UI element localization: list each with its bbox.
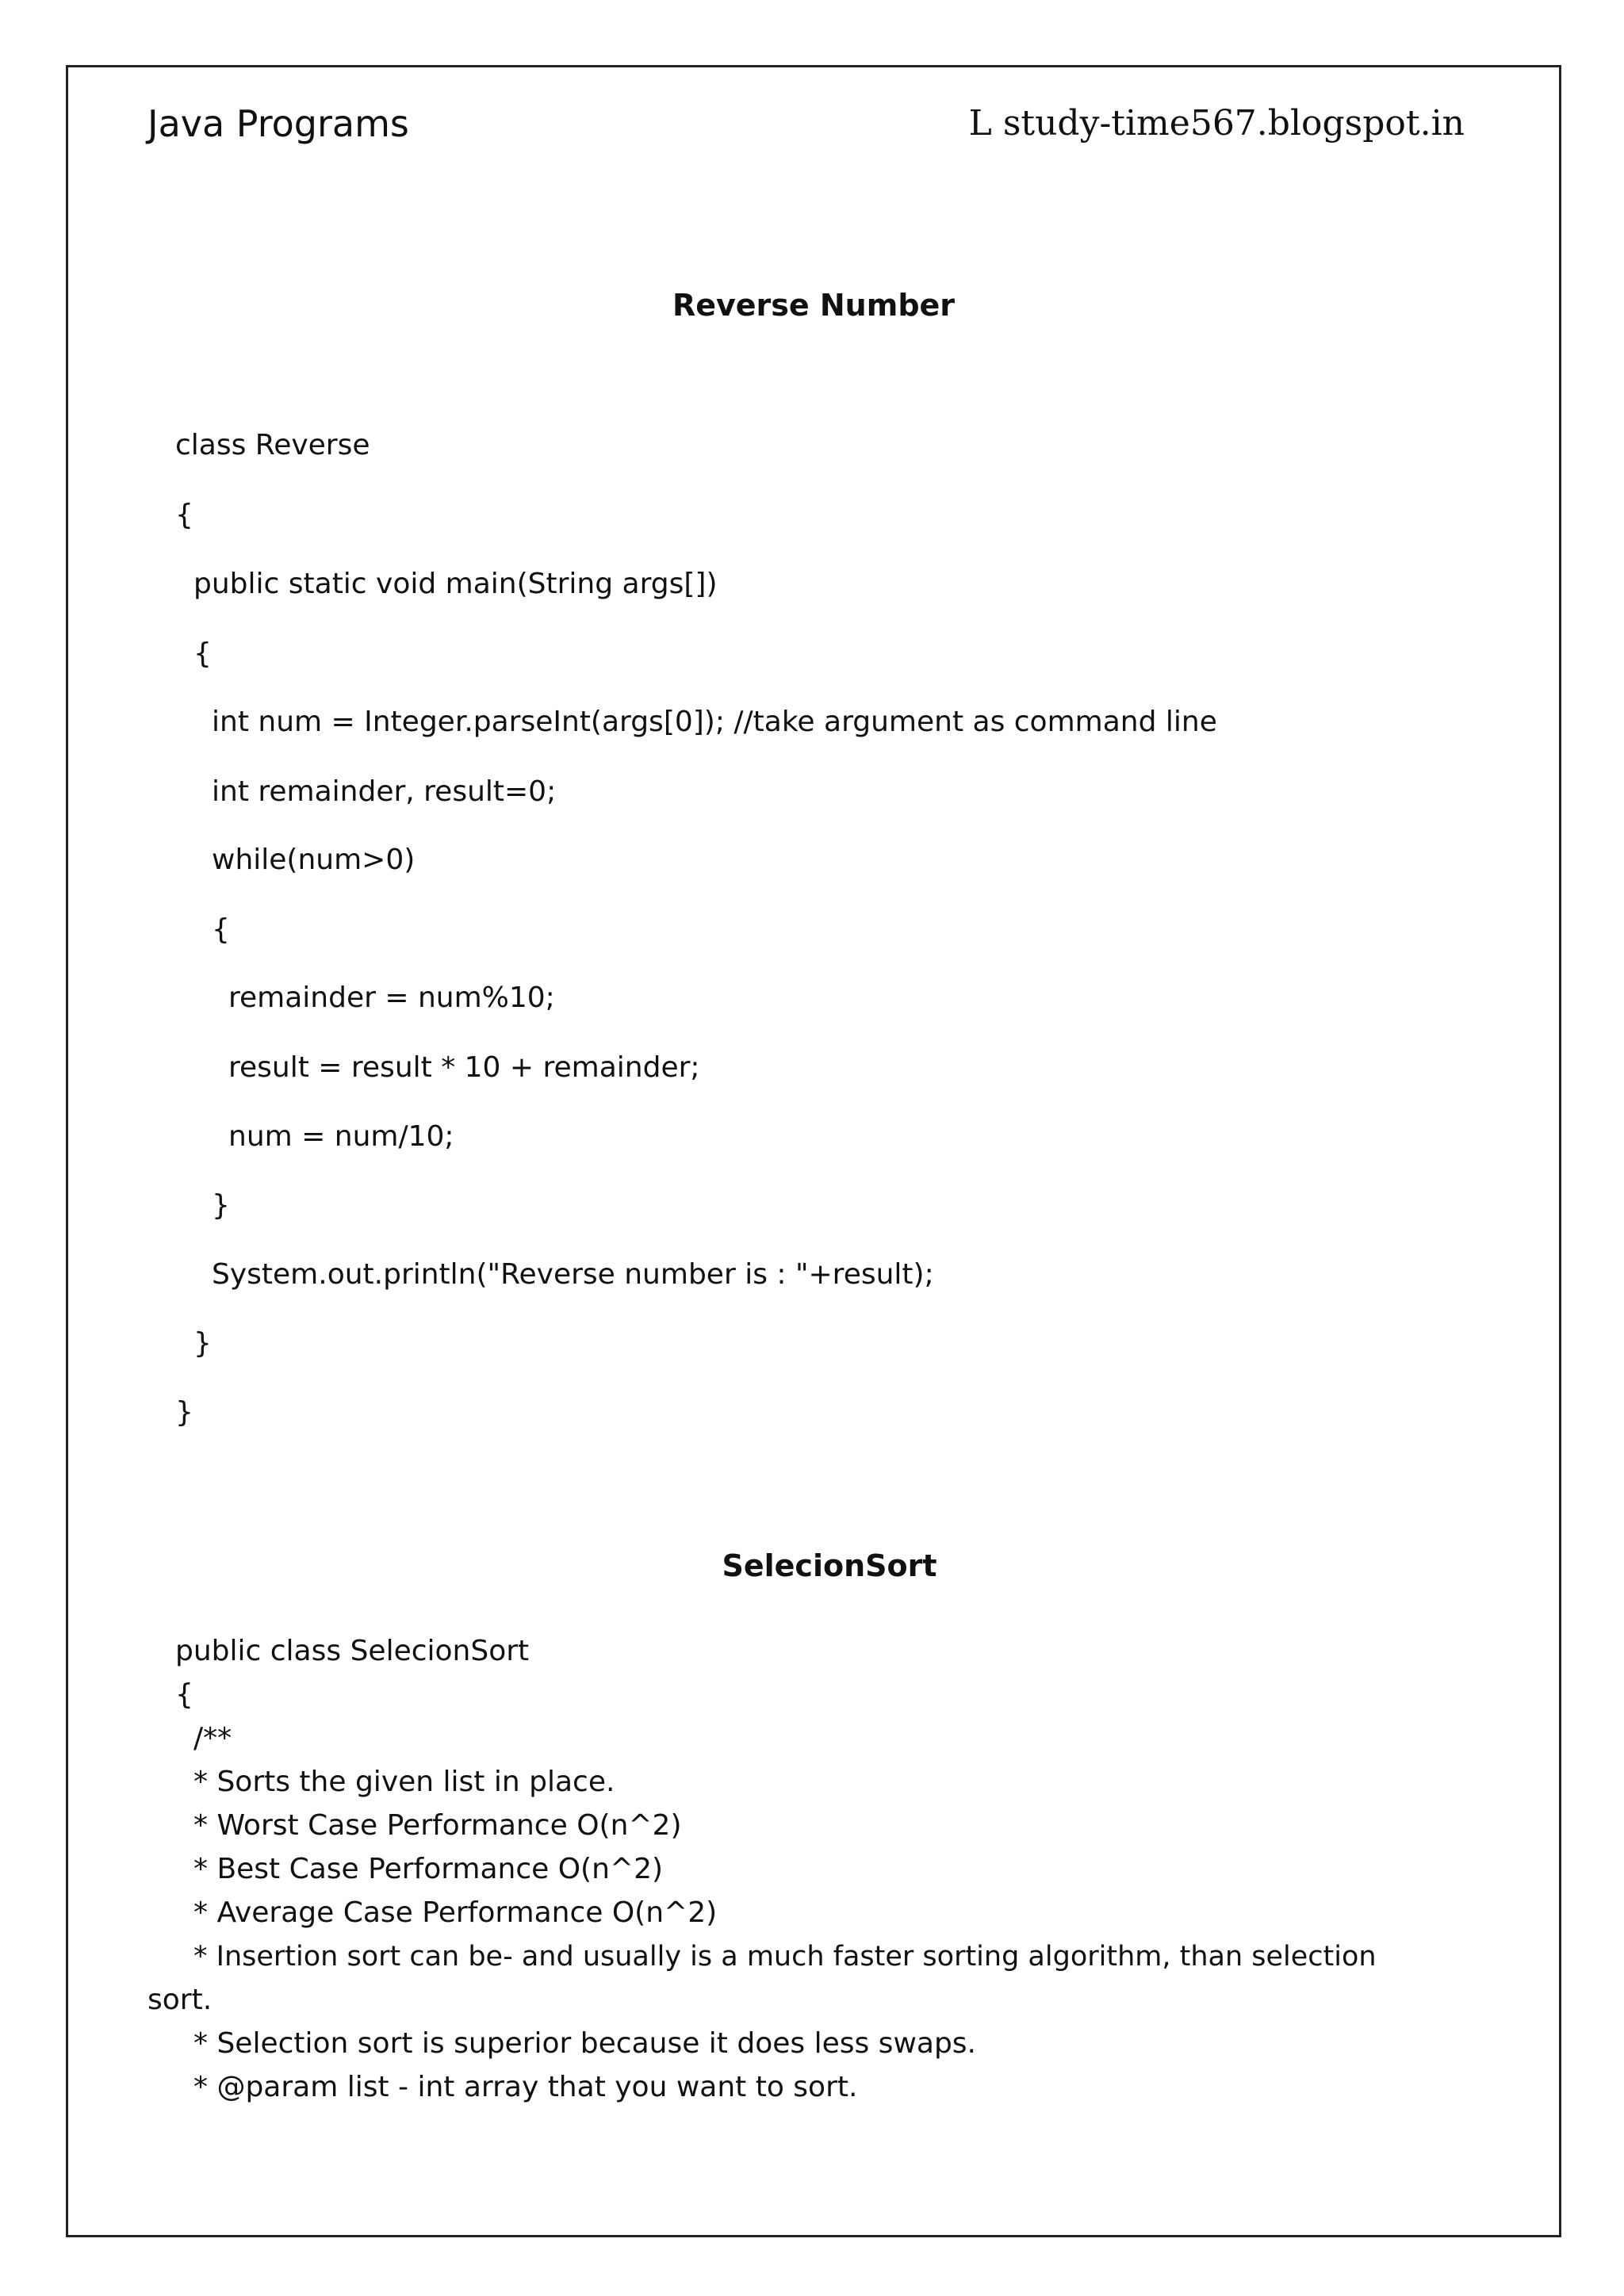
section-title-reverse-number: Reverse Number xyxy=(672,288,956,323)
section-title-selecion-sort: SelecionSort xyxy=(722,1548,937,1583)
code-line: public static void main(String args[]) xyxy=(193,568,718,600)
code-line: sort. xyxy=(147,1984,213,2016)
code-line: /** xyxy=(193,1722,232,1755)
code-line: System.out.println("Reverse number is : "+result); xyxy=(212,1258,934,1291)
header-title: Java Programs xyxy=(147,102,409,145)
code-line: public class SelecionSort xyxy=(175,1635,530,1667)
code-line: { xyxy=(212,913,230,946)
code-line: * Selection sort is superior because it does less swaps. xyxy=(193,2027,976,2060)
code-line: * Average Case Performance O(n^2) xyxy=(193,1896,718,1929)
header-blog-url: L study-time567.blogspot.in xyxy=(968,103,1465,144)
code-line: { xyxy=(175,499,193,531)
code-line: { xyxy=(175,1678,193,1711)
code-line: while(num>0) xyxy=(212,844,416,876)
code-line: num = num/10; xyxy=(228,1120,454,1153)
code-line: * @param list - int array that you want to sort. xyxy=(193,2071,858,2103)
code-line: class Reverse xyxy=(175,429,370,461)
code-line: } xyxy=(193,1327,212,1360)
code-line: * Insertion sort can be- and usually is a much faster sorting algorithm, than selection xyxy=(193,1941,1377,1973)
code-line: result = result * 10 + remainder; xyxy=(228,1051,700,1084)
code-line: * Best Case Performance O(n^2) xyxy=(193,1853,664,1885)
code-line: } xyxy=(175,1396,193,1429)
code-line: int num = Integer.parseInt(args[0]); //take argument as command line xyxy=(212,706,1217,738)
code-line: * Worst Case Performance O(n^2) xyxy=(193,1809,682,1842)
code-line: { xyxy=(193,637,212,670)
code-line: int remainder, result=0; xyxy=(212,775,557,808)
code-line: remainder = num%10; xyxy=(228,982,555,1014)
code-line: * Sorts the given list in place. xyxy=(193,1766,615,1798)
code-line: } xyxy=(212,1189,230,1222)
